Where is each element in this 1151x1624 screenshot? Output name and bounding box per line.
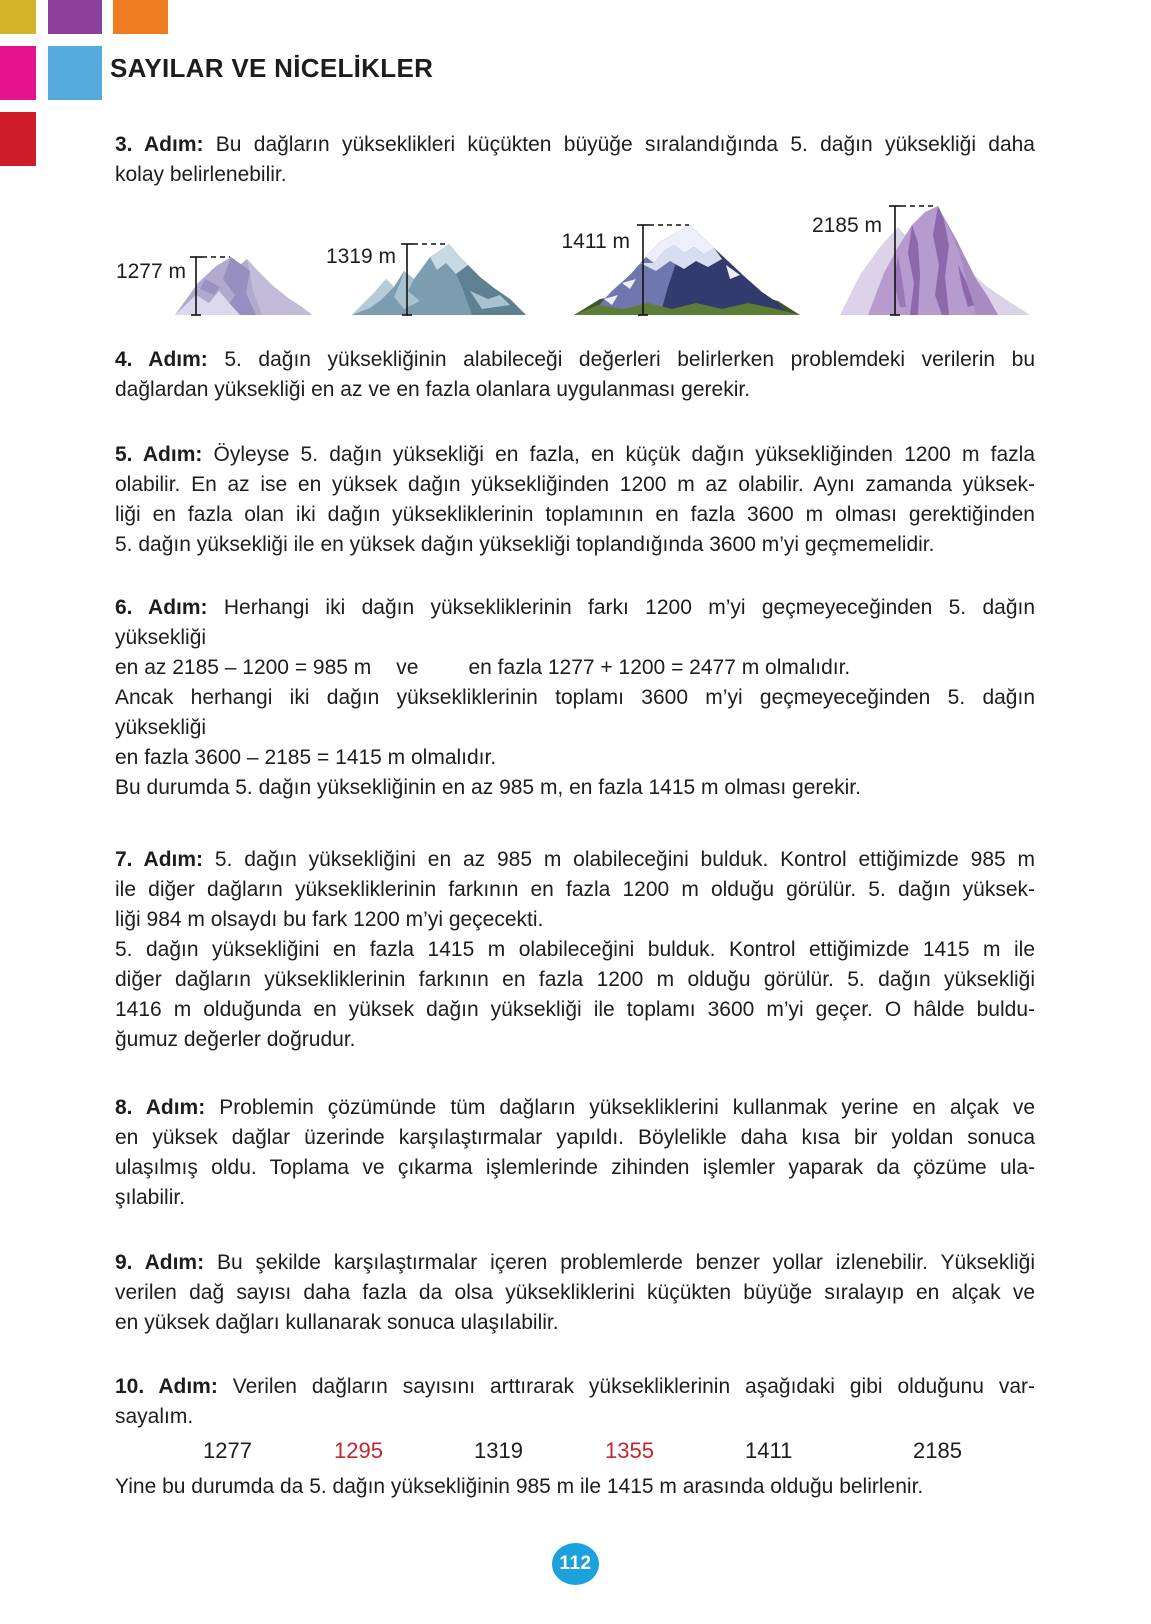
step-line: 7. Adım: 5. dağın yüksekliğini en az 985 m olabileceğini bulduk. Kontrol ettiğimizde 985 m — [115, 848, 1036, 871]
formula-segment: en az 2185 – 1200 = 985 m — [115, 656, 372, 679]
step-paragraph-3 — [115, 130, 1035, 190]
step-label: 9. Adım: — [115, 1251, 205, 1274]
deco-square-orange — [113, 0, 168, 34]
step-paragraph-5 — [115, 440, 1035, 560]
step-line: 5. Adım: Öyleyse 5. dağın yüksekliği en fazla, en küçük dağın yüksekliğinden 1200 m fazla — [115, 443, 1035, 466]
height-value: 1277 — [203, 1438, 252, 1463]
step-line: 3. Adım: Bu dağların yükseklikleri küçükten büyüğe sıralandığında 5. dağın yüksekliği daha — [115, 133, 1035, 156]
deco-square-yellow — [0, 0, 36, 34]
step-paragraph-7 — [115, 845, 1035, 1055]
step-line: 6. Adım: Herhangi iki dağın yüksekliklerinin farkı 1200 m’yi geçmeyeceğinden 5. dağın — [115, 596, 1036, 619]
mountain-height-label-3: 1411 m — [561, 230, 630, 253]
step-line: kolay belirlenebilir. — [115, 163, 287, 186]
mountains-illustration — [0, 195, 1151, 320]
step-line: yüksekliği — [115, 716, 207, 739]
step-line: Bu durumda 5. dağın yüksekliğinin en az 985 m, en fazla 1415 m olması gerekir. — [115, 776, 861, 799]
step-line: Ancak herhangi iki dağın yüksekliklerinin toplamı 3600 m’yi geçmeyeceğinden 5. dağın — [115, 686, 1035, 709]
deco-square-red — [0, 112, 36, 166]
deco-square-blue — [48, 46, 102, 100]
heights-number-row — [0, 1438, 1151, 1464]
step-paragraph-6 — [115, 593, 1035, 803]
height-value: 1319 — [474, 1438, 523, 1463]
step-line: ile diğer dağların yüksekliklerinin farkının en fazla 1200 m olduğu görülür. 5. dağın yüksek- — [115, 878, 1035, 901]
step-line: ulaşılmış oldu. Toplama ve çıkarma işlemlerinde zihinden işlemler yaparak da çözüme ula- — [115, 1156, 1035, 1179]
step-line: sayalım. — [115, 1405, 194, 1428]
formula-segment: en fazla 1277 + 1200 = 2477 m olmalıdır. — [468, 656, 851, 679]
mountain-height-label-1: 1277 m — [115, 260, 186, 283]
deco-square-magenta — [0, 46, 36, 100]
closing-sentence: Yine bu durumda da 5. dağın yüksekliğinin 985 m ile 1415 m arasında olduğu belirlenir. — [115, 1475, 924, 1498]
step-line: 8. Adım: Problemin çözümünde tüm dağların yüksekliklerini kullanmak yerine en alçak ve — [115, 1096, 1036, 1119]
step-line: 5. dağın yüksekliğini en fazla 1415 m olabileceğini bulduk. Kontrol ettiğimizde 1415 m ile — [115, 938, 1035, 961]
step-line: yüksekliği — [115, 626, 207, 649]
step-label: 10. Adım: — [115, 1375, 218, 1398]
step-label: 3. Adım: — [115, 133, 204, 156]
step-line: en fazla 3600 – 2185 = 1415 m olmalıdır. — [115, 746, 497, 769]
height-value: 1411 — [745, 1438, 793, 1463]
height-value: 2185 — [913, 1438, 962, 1463]
page-number-badge: 112 — [552, 1543, 599, 1585]
step-label: 7. Adım: — [115, 848, 204, 871]
step-line: diğer dağların yüksekliklerinin farkının en fazla 1200 m olduğu görülür. 5. dağın yüksekliği — [115, 968, 1035, 991]
mountain-height-label-2: 1319 m — [325, 245, 396, 268]
formula-segment: ve — [396, 656, 419, 679]
step-line: 5. dağın yüksekliği ile en yüksek dağın yüksekliği toplandığında 3600 m’yi geçmemelidir. — [115, 533, 935, 556]
step-paragraph-8 — [115, 1093, 1035, 1213]
step-line: en yüksek dağlar üzerinde karşılaştırmalar yapıldı. Böylelikle daha kısa bir yoldan sonuca — [115, 1126, 1035, 1149]
step-line: liği en fazla olan iki dağın yüksekliklerinin toplamının en fazla 3600 m olması gerektiğinden — [115, 503, 1035, 526]
step-label: 5. Adım: — [115, 443, 203, 466]
step-line: liği 984 m olsaydı bu fark 1200 m’yi geçecekti. — [115, 908, 544, 931]
step-line: 10. Adım: Verilen dağların sayısını arttırarak yüksekliklerinin aşağıdaki gibi olduğunu var- — [115, 1375, 1035, 1398]
page-title: SAYILAR VE NİCELİKLER — [110, 53, 434, 83]
step-line: 4. Adım: 5. dağın yüksekliğinin alabileceği değerleri belirlerken problemdeki verilerin bu — [115, 348, 1036, 371]
step-line: olabilir. En az ise en yüksek dağın yüksekliğinden 1200 m az olabilir. Aynı zamanda yüksek- — [115, 473, 1035, 496]
height-value-highlighted: 1355 — [605, 1438, 654, 1463]
step-paragraph-4 — [115, 345, 1035, 405]
step-line: en yüksek dağları kullanarak sonuca ulaşılabilir. — [115, 1311, 559, 1334]
step-line: 9. Adım: Bu şekilde karşılaştırmalar içeren problemlerde benzer yollar izlenebilir. Yüksekliği — [115, 1251, 1035, 1274]
step-line: ğumuz değerler doğrudur. — [115, 1028, 356, 1051]
step-line: dağlardan yüksekliği en az ve en fazla olanlara uygulanması gerekir. — [115, 378, 751, 401]
step-line: verilen dağ sayısı daha fazla da olsa yüksekliklerini küçükten büyüğe sıralayıp en alçak ve — [115, 1281, 1035, 1304]
deco-square-purple — [48, 0, 102, 34]
step-line — [115, 653, 1035, 683]
step-label: 8. Adım: — [115, 1096, 206, 1119]
step-label: 6. Adım: — [115, 596, 208, 619]
step-line: şılabilir. — [115, 1186, 186, 1209]
mountain-height-label-4: 2185 m — [811, 214, 882, 237]
step-paragraph-9 — [115, 1248, 1035, 1338]
height-value-highlighted: 1295 — [334, 1438, 383, 1463]
step-label: 4. Adım: — [115, 348, 208, 371]
step-paragraph-10 — [115, 1372, 1035, 1432]
step-line: 1416 m olduğunda en yüksek dağın yüksekliği ile toplamı 3600 m’yi geçer. O hâlde buldu- — [115, 998, 1035, 1021]
